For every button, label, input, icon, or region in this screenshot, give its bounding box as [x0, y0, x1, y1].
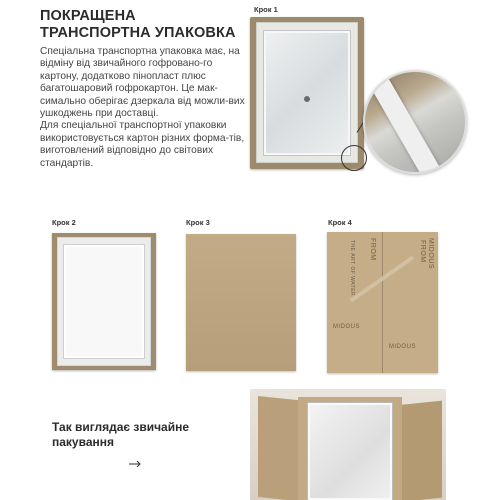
- box-tagline: THE ART OF WATER: [349, 240, 355, 297]
- mirror: [308, 403, 392, 500]
- box-seam: [382, 232, 383, 373]
- mirror: [64, 245, 144, 358]
- standard-packaging-caption: Так виглядає звичайне пакування: [52, 420, 190, 449]
- box-flap-right: [396, 401, 442, 500]
- box-brand-left: MIDOUS: [333, 324, 360, 330]
- step-2-photo: [52, 233, 156, 370]
- standard-packaging-photo: [250, 389, 446, 500]
- step-2-label: Крок 2: [52, 218, 76, 227]
- step-3-label: Крок 3: [186, 218, 210, 227]
- paragraph-2: Для спеціальної транспортної упаковки використовується картон різних форма-тів, виготовлений відповідно до світових стандартів.: [40, 120, 245, 169]
- step-4-label: Крок 4: [328, 218, 352, 227]
- box-brand-bottom: MIDOUS: [389, 344, 416, 350]
- box-from-right: FROM: [419, 240, 426, 263]
- page-title: ПОКРАЩЕНА ТРАНСПОРТНА УПАКОВКА: [40, 8, 236, 41]
- mirror-sensor: [304, 96, 310, 102]
- mirror: [264, 31, 350, 155]
- zoom-marker: [341, 145, 367, 171]
- step-1-label: Крок 1: [254, 5, 278, 14]
- step-4-photo: [327, 232, 438, 373]
- arrow-right-icon: [128, 460, 142, 468]
- mirror-edge: [364, 70, 446, 174]
- description: [40, 46, 246, 170]
- box-from: FROM: [369, 238, 376, 261]
- paragraph-1: Спеціальна транспортна упаковка має, на відміну від звичайного гофровано-го картону, додатково пінопласт плюс багатошаровий гофрокартон. Це мак-симально оберігає дзеркала від можли-вих ушкоджень при доставці.: [40, 46, 245, 120]
- zoom-detail-photo: [363, 70, 467, 174]
- step-3-photo: [186, 234, 296, 371]
- box-brand-right: MIDOUS: [427, 238, 434, 269]
